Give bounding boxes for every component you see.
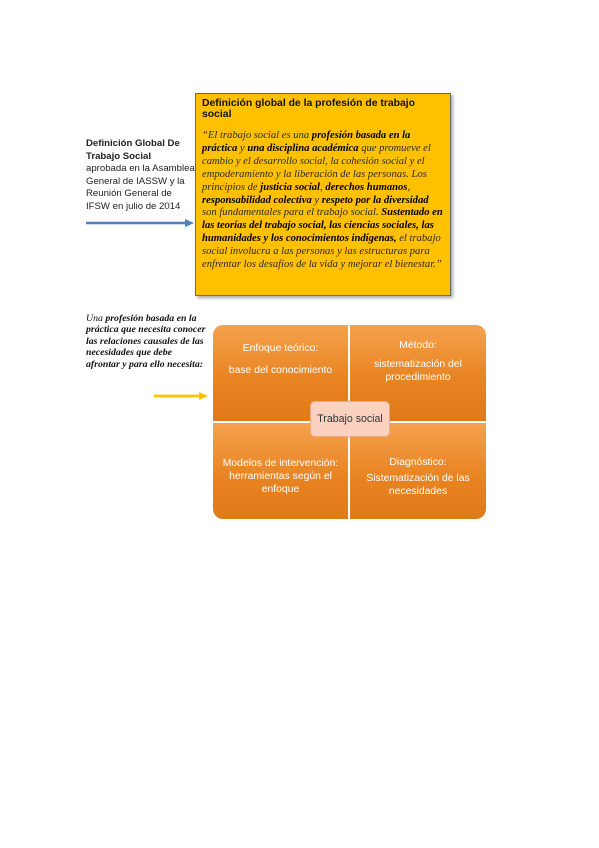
quote-text: el trabajo social involucra a las personas y las estructuras para enfrentar los desafíos de la vida y mejorar el bienestar.” (202, 233, 442, 271)
quote-bold: derechos humanos (325, 181, 408, 193)
yellow-arrow-icon (154, 391, 210, 401)
quote-bold: responsabilidad colectiva (202, 194, 312, 206)
quote-text: que promueve el cambio y el desarrollo social, la cohesión social y el empoderamiento y la liberación de las personas. Los principios de (202, 142, 431, 193)
quadrant-title: Método: (399, 340, 437, 351)
quadrant-subtitle: sistematización del procedimiento (374, 359, 462, 383)
practice-note-bold: profesión basada en la práctica que necesita conocer las relaciones causales de las necesidades que debe afrontar y para ello necesita: (86, 313, 206, 370)
quadrant-intervention-models (213, 423, 348, 519)
practice-note (86, 313, 208, 370)
definition-note-body: aprobada en la Asamblea General de IASSW y la Reunión General de IFSW en julio de 2014 (86, 163, 195, 212)
practice-note-text: Una (86, 313, 106, 324)
quote-bold: justicia social (260, 181, 321, 193)
definition-quote (202, 130, 444, 272)
definition-box (195, 93, 451, 296)
quote-text: “El trabajo social es una (202, 130, 312, 141)
blue-arrow-icon (86, 218, 196, 228)
social-work-matrix (213, 325, 486, 519)
quote-bold: Sustentado en las teorías del trabajo social, las ciencias sociales, las humanidades y los conocimientos indígenas, (202, 207, 443, 245)
quote-text: son fundamentales para el trabajo social. (202, 207, 382, 219)
quote-text: , (407, 181, 411, 193)
center-label: Trabajo social (310, 401, 390, 437)
quadrant-title: Enfoque teórico: (242, 343, 319, 354)
quote-text: , (320, 181, 326, 193)
quadrant-title: Diagnóstico: (389, 457, 447, 468)
quote-bold: profesión basada en la práctica (202, 130, 411, 154)
quadrant-subtitle: base del conocimiento (228, 365, 333, 376)
definition-title: Definición global de la profesión de trabajo social (202, 98, 416, 120)
quote-bold: una disciplina académica (247, 142, 359, 154)
definition-note-heading: Definición Global De Trabajo Social (86, 138, 180, 162)
quadrant-diagnosis (350, 423, 486, 519)
quadrant-subtitle: Sistematización de las necesidades (366, 473, 470, 497)
quote-text: y (237, 142, 248, 154)
quote-bold: respeto por la diversidad (321, 194, 429, 206)
quadrant-title: Modelos de intervención: herramientas según el enfoque (222, 458, 339, 495)
quote-text: y (311, 194, 322, 206)
definition-note (86, 138, 196, 214)
